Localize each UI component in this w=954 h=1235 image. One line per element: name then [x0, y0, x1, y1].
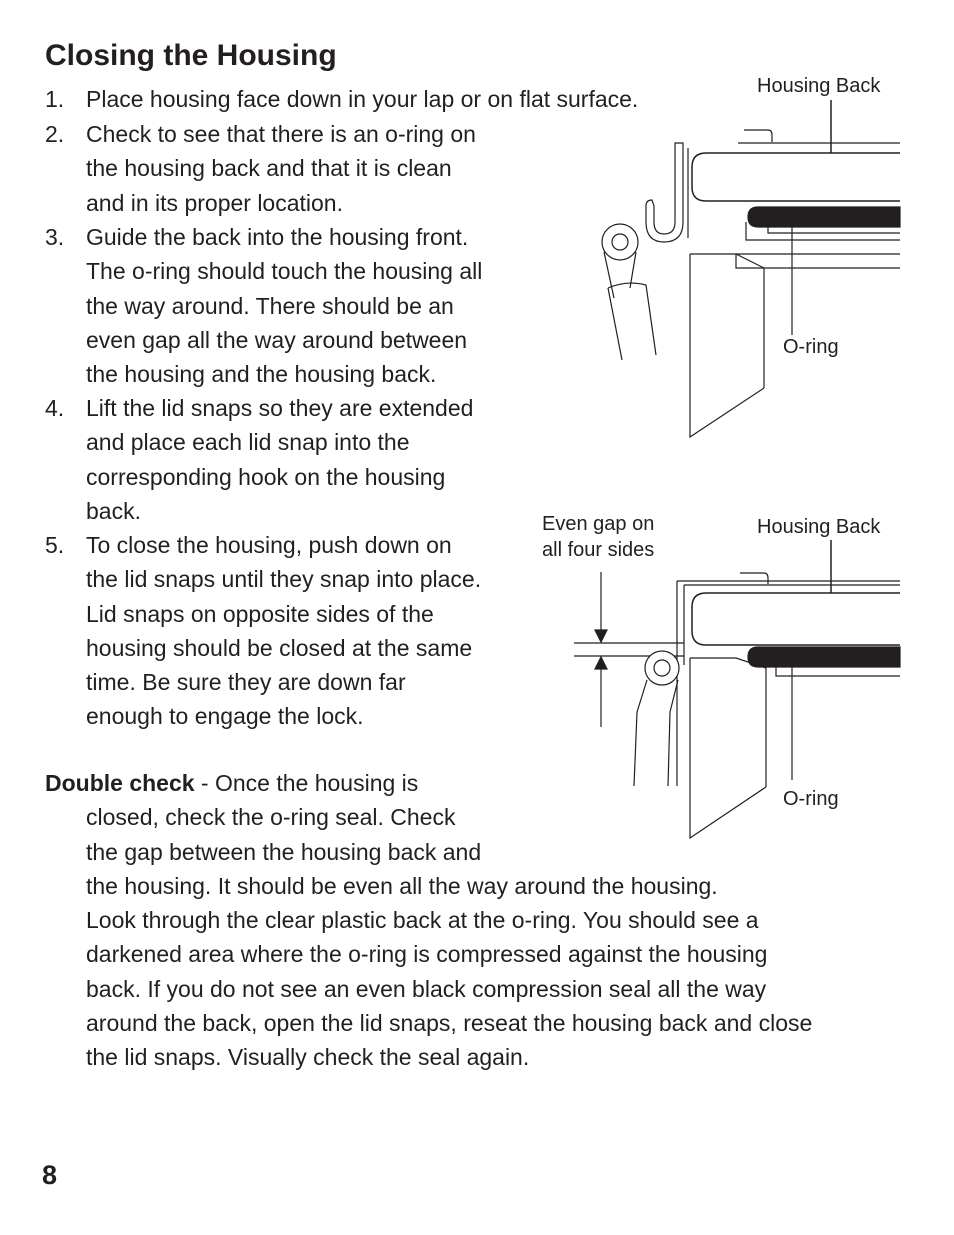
double-check-line: around the back, open the lid snaps, reseat the housing back and close [86, 1010, 813, 1037]
step-text-line: Lid snaps on opposite sides of the [86, 600, 434, 627]
step-text-line: Place housing face down in your lap or on flat surface. [86, 86, 639, 112]
step-text-line: even gap all the way around between [86, 326, 468, 353]
double-check-line: darkened area where the o-ring is compressed against the housing [86, 941, 768, 968]
double-check-line: back. If you do not see an even black compression seal all the way [86, 975, 767, 1002]
figure-2-oring-label: O-ring [783, 788, 839, 810]
step-text-line: the lid snaps until they snap into place. [86, 566, 482, 593]
step-number: 1. [45, 86, 65, 112]
oring-shape [748, 207, 900, 227]
step-number: 4. [45, 395, 65, 421]
step-number: 2. [45, 121, 65, 147]
figure-1-oring-label: O-ring [783, 336, 839, 358]
double-check-line: the housing. It should be even all the way around the housing. [86, 872, 718, 899]
figure-1-lid-snap-open [602, 100, 900, 437]
page-number: 8 [42, 1160, 58, 1190]
double-check-line: the gap between the housing back and [86, 838, 482, 865]
double-check-line: Look through the clear plastic back at the o-ring. You should see a [86, 907, 759, 934]
step-text-line: the way around. There should be an [86, 292, 454, 319]
step-text-line: back. [86, 497, 141, 524]
figure-2-gap-label-line-2: all four sides [542, 539, 655, 561]
step-text-line: Guide the back into the housing front. [86, 224, 469, 250]
step-text-line: The o-ring should touch the housing all [86, 258, 483, 285]
step-text-line: enough to engage the lock. [86, 703, 364, 730]
step-text-line: the housing and the housing back. [86, 361, 437, 388]
double-check-line: closed, check the o-ring seal. Check [86, 804, 456, 831]
step-number: 5. [45, 532, 65, 558]
figure-1-housing-back-label: Housing Back [757, 75, 881, 97]
step-text-line: the housing back and that it is clean [86, 155, 452, 182]
oring-shape [748, 647, 900, 667]
figure-2-housing-back-label: Housing Back [757, 516, 881, 538]
step-text-line: housing should be closed at the same [86, 634, 473, 661]
step-text-line: and in its proper location. [86, 189, 343, 216]
step-text-line: Lift the lid snaps so they are extended [86, 395, 474, 421]
step-number: 3. [45, 224, 65, 250]
step-text-line: and place each lid snap into the [86, 429, 410, 456]
page-title: Closing the Housing [45, 39, 337, 72]
figure-2-lid-snap-closed [574, 540, 900, 838]
step-text-line: corresponding hook on the housing [86, 463, 446, 490]
double-check-heading: Double check [45, 770, 195, 796]
step-text-line: time. Be sure they are down far [86, 669, 406, 696]
double-check-line: the lid snaps. Visually check the seal again. [86, 1044, 530, 1071]
figure-2-gap-label-line-1: Even gap on [542, 513, 655, 535]
step-text-line: Check to see that there is an o-ring on [86, 121, 476, 147]
double-check-intro: - Once the housing is [194, 770, 419, 796]
step-text-line: To close the housing, push down on [86, 532, 452, 558]
